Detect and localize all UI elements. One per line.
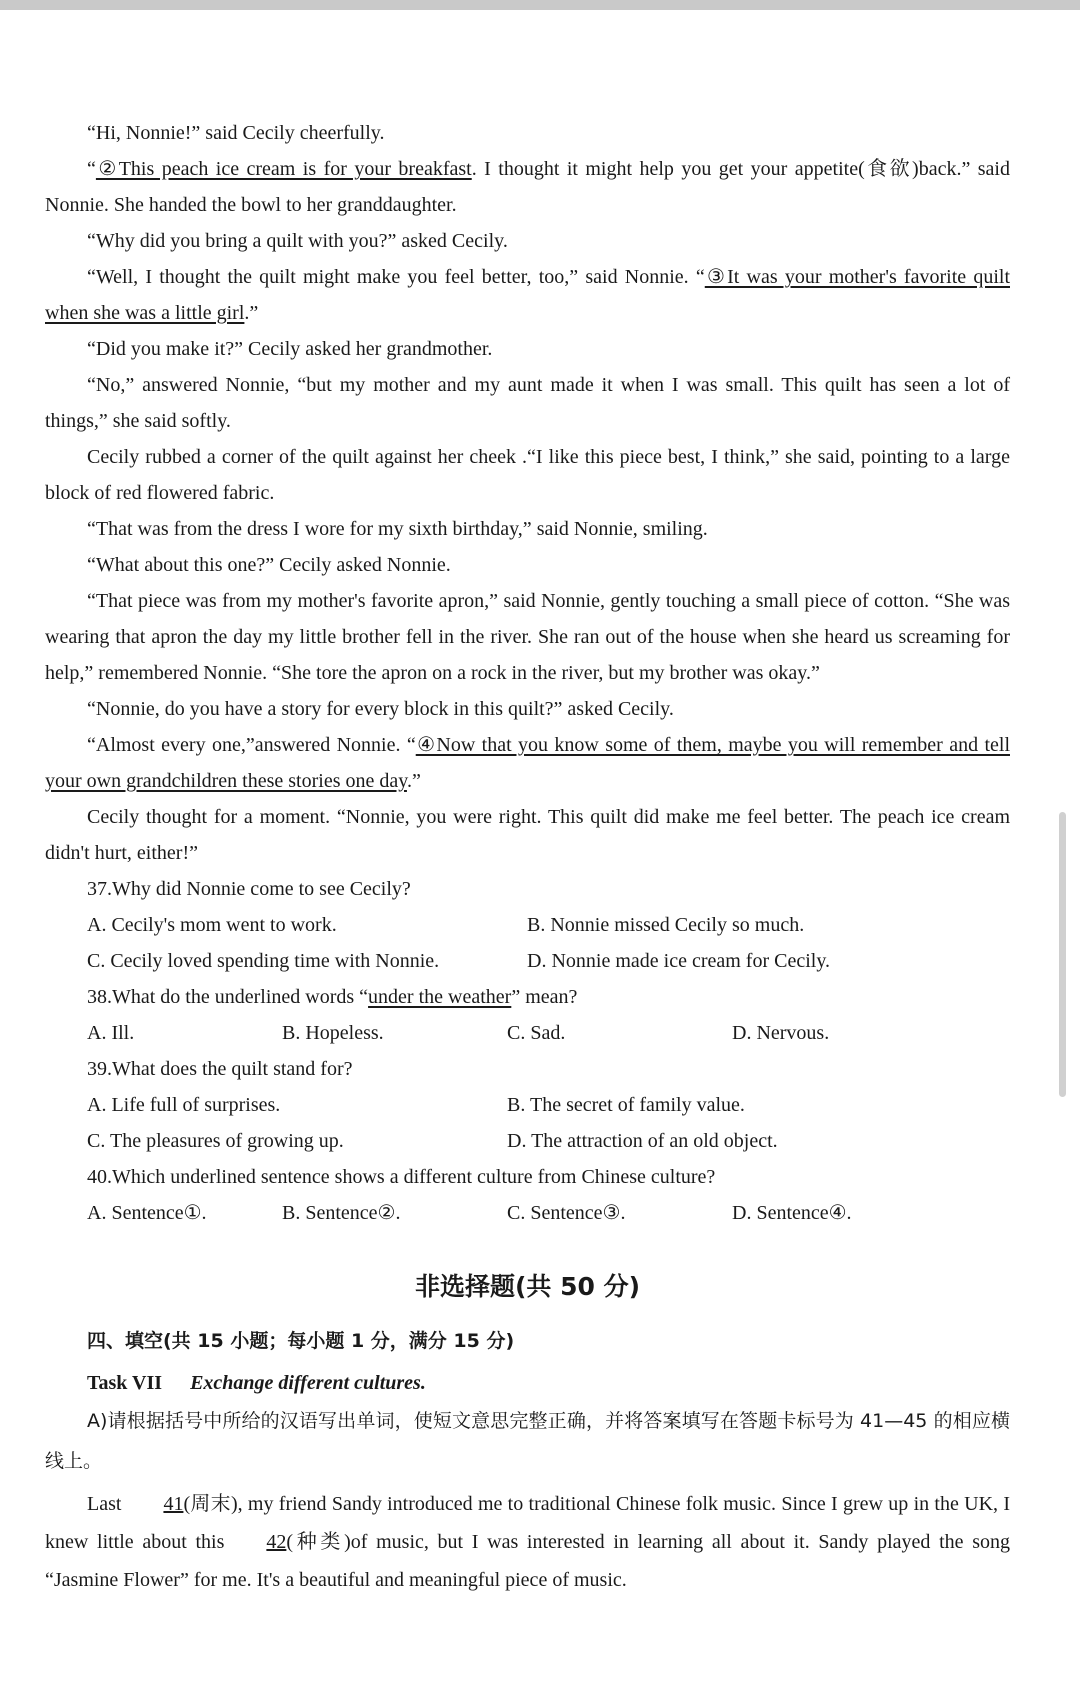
question-37-options [45, 907, 1010, 943]
option-b: B. Hopeless. [282, 1022, 384, 1044]
option-d: D. The attraction of an old object. [507, 1130, 778, 1152]
quote-mark: “ [87, 158, 96, 180]
story-paragraph: “Did you make it?” Cecily asked her grandmother. [87, 338, 493, 360]
blank-41[interactable]: 41 [163, 1493, 184, 1515]
option-b: B. Sentence②. [282, 1202, 401, 1224]
option-c: C. Sentence③. [507, 1202, 626, 1224]
option-a: A. Ill. [87, 1022, 135, 1044]
question-text: ” mean? [511, 986, 578, 1008]
option-a: A. Sentence①. [87, 1202, 207, 1224]
underlined-sentence-2: ②This peach ice cream is for your breakfast [95, 158, 472, 180]
section-subtitle: 四、填空(共 15 小题；每小题 1 分，满分 15 分) [87, 1330, 515, 1352]
underlined-sentence-3: ③It was your mother's favorite quilt when she was a little girl [45, 266, 1010, 324]
question-39-options [45, 1123, 1010, 1159]
question-37-options [45, 943, 1010, 979]
option-b: B. Nonnie missed Cecily so much. [527, 914, 805, 936]
story-text: “Almost every one,”answered Nonnie. “ [87, 734, 416, 756]
option-a: A. Cecily's mom went to work. [87, 914, 337, 936]
option-d: D. Nonnie made ice cream for Cecily. [527, 950, 831, 972]
story-paragraph [45, 259, 1010, 331]
task-instruction: A)请根据括号中所给的汉语写出单词，使短文意思完整正确，并将答案填写在答题卡标号为 41—45 的相应横线上。 [45, 1410, 1010, 1472]
option-c: C. Sad. [507, 1022, 566, 1044]
task-title: Exchange different cultures. [190, 1372, 426, 1394]
underlined-phrase: under the weather [368, 986, 512, 1008]
option-c: C. The pleasures of growing up. [87, 1130, 344, 1152]
passage-text: Last [87, 1493, 122, 1515]
question-text: 38.What do the underlined words “ [87, 986, 369, 1008]
story-paragraph: Cecily rubbed a corner of the quilt against her cheek .“I like this piece best, I think,” she said, pointing to a large block of red flowered fabric. [45, 446, 1010, 504]
story-paragraph [45, 151, 1010, 223]
option-b: B. The secret of family value. [507, 1094, 745, 1116]
story-text: .” [406, 770, 421, 792]
story-paragraph: “Why did you bring a quilt with you?” asked Cecily. [87, 230, 508, 252]
question-39-options [45, 1087, 1010, 1123]
story-paragraph: Cecily thought for a moment. “Nonnie, you were right. This quilt did make me feel better. The peach ice cream didn't hurt, either!” [45, 806, 1010, 864]
story-paragraph: “Nonnie, do you have a story for every block in this quilt?” asked Cecily. [87, 698, 674, 720]
story-paragraph: “No,” answered Nonnie, “but my mother and my aunt made it when I was small. This quilt has seen a lot of things,” she said softly. [45, 374, 1010, 432]
option-c: C. Cecily loved spending time with Nonnie. [87, 950, 440, 972]
document-page [45, 115, 1010, 1599]
story-paragraph: “That piece was from my mother's favorite apron,” said Nonnie, gently touching a small piece of cotton. “She was wearing that apron the day my little brother fell in the river. She ran out of the house when she heard us screaming for help,” remembered Nonnie. “She tore the apron on a rock in the river, but my brother was okay.” [45, 590, 1010, 684]
option-d: D. Nervous. [732, 1022, 830, 1044]
story-paragraph: “What about this one?” Cecily asked Nonnie. [87, 554, 451, 576]
passage-text: (种类)of music, but I was interested in learning all about it. Sandy played the song “Jasmine Flower” for me. It's a beautiful and meaningful piece of music. [45, 1531, 1011, 1591]
question-40-options [45, 1195, 1010, 1231]
option-a: A. Life full of surprises. [87, 1094, 281, 1116]
section-title: 非选择题(共 50 分) [414, 1272, 641, 1301]
story-paragraph: “Hi, Nonnie!” said Cecily cheerfully. [87, 122, 385, 144]
task-heading [45, 1365, 1010, 1401]
top-status-bar [0, 0, 1080, 10]
scrollbar-thumb[interactable] [1059, 812, 1066, 1097]
story-text: . I thought it might help you get your appetite(食欲)back.” said Nonnie. She handed the bowl to her granddaughter. [45, 158, 1010, 216]
question-39-stem: 39.What does the quilt stand for? [87, 1058, 353, 1080]
underlined-sentence-4: ④Now that you know some of them, maybe you will remember and tell your own grandchildren these stories one day [45, 734, 1010, 792]
blank-42[interactable]: 42 [266, 1531, 287, 1553]
fill-in-passage [45, 1485, 1010, 1599]
question-37-stem: 37.Why did Nonnie come to see Cecily? [87, 878, 411, 900]
option-d: D. Sentence④. [732, 1202, 852, 1224]
story-paragraph: “That was from the dress I wore for my sixth birthday,” said Nonnie, smiling. [87, 518, 708, 540]
passage-text: (周末), my friend Sandy introduced me to traditional Chinese folk music. Since I grew up in the UK, I knew little about this [45, 1493, 1010, 1553]
question-38-options [45, 1015, 1010, 1051]
question-38-stem [45, 979, 1010, 1015]
story-text: .” [244, 302, 259, 324]
story-paragraph [45, 727, 1010, 799]
question-40-stem: 40.Which underlined sentence shows a different culture from Chinese culture? [87, 1166, 716, 1188]
task-label: Task VII [87, 1372, 163, 1394]
story-text: “Well, I thought the quilt might make you feel better, too,” said Nonnie. “ [87, 266, 705, 288]
